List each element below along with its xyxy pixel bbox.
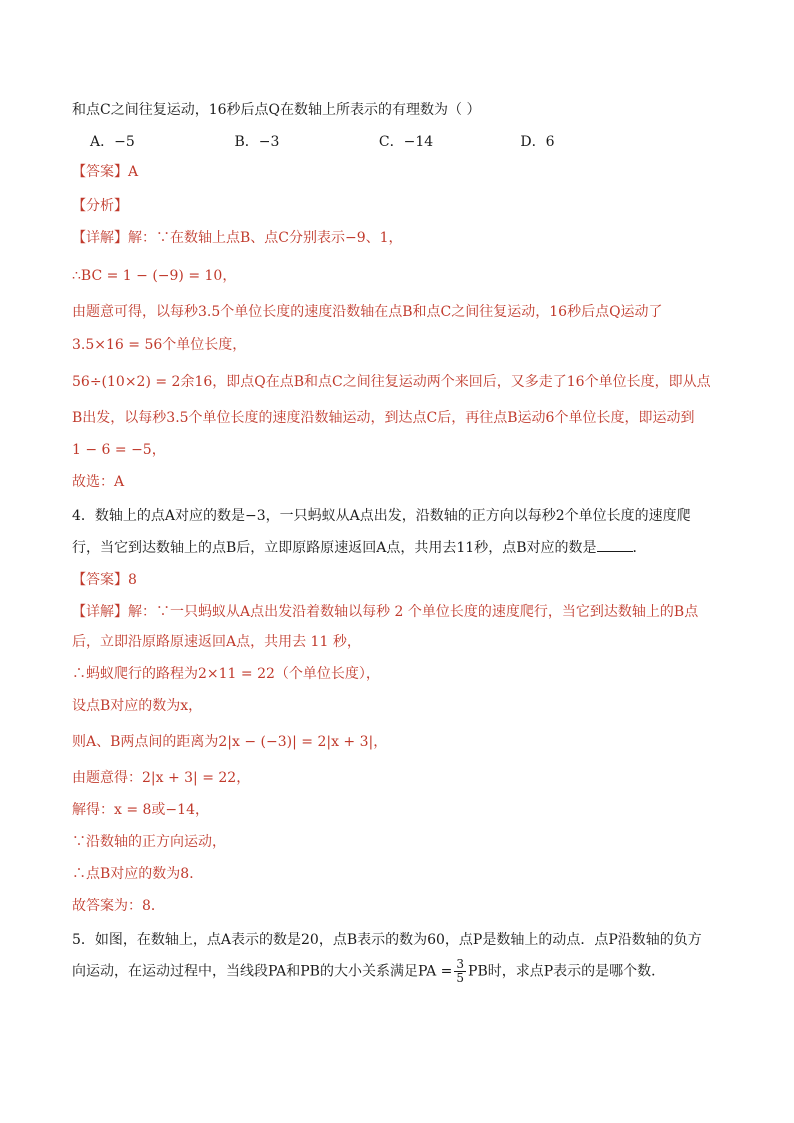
q3-option-b: B．−3 — [234, 134, 280, 150]
q3-option-d: D．6 — [520, 134, 555, 150]
q4-stem-text: 行，当它到达数轴上的点B后，立即原路原速返回A点，共用去11秒，点B对应的数是 — [72, 540, 597, 556]
q4-step-equation: 由题意得：2|x + 3| = 22， — [72, 770, 251, 786]
q5-fraction — [454, 958, 466, 985]
q3-step-distance: 3.5×16 = 56个单位长度， — [72, 337, 247, 353]
q4-step-let-x: 设点B对应的数为x， — [72, 698, 203, 714]
q3-options — [90, 132, 555, 152]
q4-stem-end: ． — [632, 540, 647, 556]
q3-answer: 【答案】A — [72, 164, 139, 180]
q3-detail-intro: 【详解】解：∵在数轴上点B、点C分别表示−9、1， — [72, 230, 403, 246]
q3-step-continue: B出发，以每秒3.5个单位长度的速度沿数轴运动，到达点C后，再往点B运动6个单位长度，即运动到 — [72, 410, 695, 426]
q4-step-direction: ∵沿数轴的正方向运动， — [72, 834, 226, 850]
q3-choice: 故选：A — [72, 474, 125, 490]
q5-stem-text-b: PB时，求点P表示的是哪个数． — [468, 963, 666, 980]
q5-fraction-denominator: 5 — [456, 971, 465, 985]
q3-step-motion: 由题意可得，以每秒3.5个单位长度的速度沿数轴在点B和点C之间往复运动，16秒后点Q运动了 — [72, 304, 663, 320]
q5-stem-line2 — [72, 958, 665, 985]
q5-fraction-numerator: 3 — [456, 957, 465, 971]
q3-step-division: 56÷(10×2) = 2余16，即点Q在点B和点C之间往复运动两个来回后，又多走了16个单位长度，即从点 — [72, 374, 711, 390]
q4-answer: 【答案】8 — [72, 572, 137, 588]
q4-detail-line1: 【详解】解：∵一只蚂蚁从A点出发沿着数轴以每秒 2 个单位长度的速度爬行，当它到达数轴上的B点 — [72, 604, 699, 620]
q5-stem-line1: 5．如图，在数轴上，点A表示的数是20，点B表示的数为60，点P是数轴上的动点．点P沿数轴的负方 — [72, 932, 702, 948]
q4-step-conclusion: ∴点B对应的数为8． — [72, 866, 204, 882]
q4-step-solve: 解得：x = 8或−14， — [72, 802, 209, 818]
q4-stem-line1: 4．数轴上的点A对应的数是−3，一只蚂蚁从A点出发，沿数轴的正方向以每秒2个单位长度的速度爬 — [72, 508, 691, 524]
q4-step-path: ∴蚂蚁爬行的路程为2×11 = 22（个单位长度）， — [72, 666, 380, 682]
q3-option-a: A．−5 — [90, 134, 135, 150]
answer-blank — [597, 537, 633, 552]
q4-final-answer: 故答案为：8． — [72, 898, 165, 914]
q4-stem-line2 — [72, 537, 647, 558]
q3-analysis-heading: 【分析】 — [72, 198, 128, 214]
q3-step-result: 1 − 6 = −5， — [72, 442, 166, 458]
q3-step-bc: ∴BC = 1 − (−9) = 10， — [72, 268, 237, 284]
q5-stem-text-a: 向运动，在运动过程中，当线段PA和PB的大小关系满足PA = — [72, 963, 453, 980]
q3-option-c: C．−14 — [378, 134, 434, 150]
q4-step-distance: 则A、B两点间的距离为2|x − (−3)| = 2|x + 3|， — [72, 734, 388, 750]
q4-detail-line2: 后，立即沿原路原速返回A点，共用去 11 秒， — [72, 634, 361, 650]
q3-stem-tail: 和点C之间往复运动，16秒后点Q在数轴上所表示的有理数为（ ） — [72, 102, 481, 118]
